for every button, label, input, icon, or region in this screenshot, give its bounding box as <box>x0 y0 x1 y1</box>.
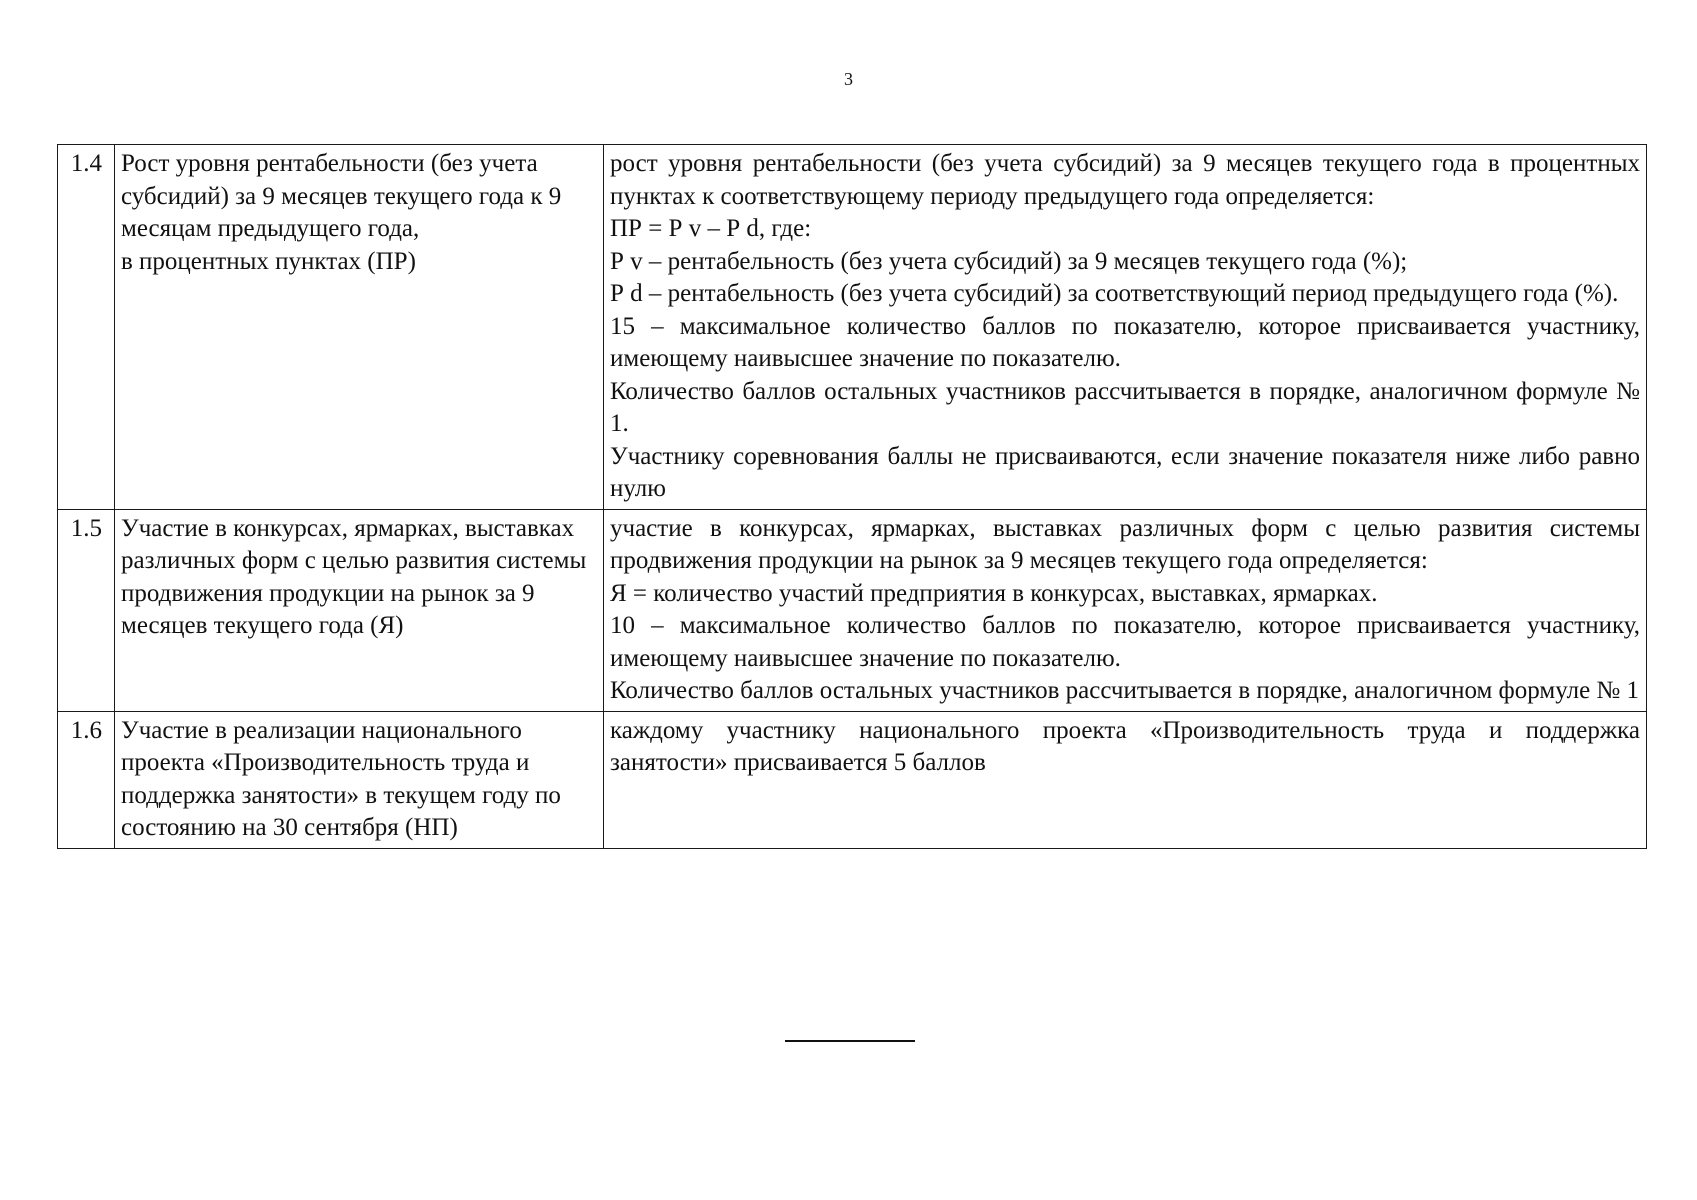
table-row <box>58 145 1647 510</box>
row-number: 1.4 <box>58 145 115 510</box>
description-paragraph: Р v – рентабельность (без учета субсидий) за 9 месяцев текущего года (%); <box>610 247 1408 275</box>
table-row <box>58 509 1647 711</box>
formula-line: ПР = Р v – Р d, где: <box>610 215 812 242</box>
indicator-name-line: Рост уровня рентабельности (без учета субсидий) за 9 месяцев текущего года к 9 месяцам предыдущего года, <box>121 150 562 242</box>
end-of-document-rule <box>785 1040 915 1042</box>
formula-line: Я = количество участий предприятия в конкурсах, выставках, ярмарках. <box>610 579 1378 607</box>
indicator-description <box>604 145 1647 510</box>
indicator-name <box>115 509 604 711</box>
indicator-name-line: Участие в конкурсах, ярмарках, выставках различных форм с целью развития системы продвижения продукции на рынок за 9 месяцев текущего года (Я) <box>121 514 587 639</box>
row-number: 1.6 <box>58 711 115 848</box>
page-number: 3 <box>844 69 853 89</box>
indicator-name-line: в процентных пунктах (ПР) <box>121 247 416 275</box>
table-row <box>58 711 1647 848</box>
description-paragraph: Количество баллов остальных участников рассчитывается в порядке, аналогичном формуле № 1. <box>610 377 1640 437</box>
row-number: 1.5 <box>58 509 115 711</box>
description-paragraph: Количество баллов остальных участников рассчитывается в порядке, аналогичном формуле № 1 <box>610 677 1640 704</box>
indicator-name <box>115 711 604 848</box>
description-paragraph: 15 – максимальное количество баллов по показателю, которое присваивается участнику, имеющему наивысшее значение по показателю. <box>610 312 1640 372</box>
indicator-description <box>604 509 1647 711</box>
criteria-table <box>57 144 1647 849</box>
indicator-name-line: Участие в реализации национального проекта «Производительность труда и поддержка занятости» в текущем году по состоянию на 30 сентября (НП) <box>121 716 561 841</box>
description-paragraph: участие в конкурсах, ярмарках, выставках различных форм с целью развития системы продвижения продукции на рынок за 9 месяцев текущего года определяется: <box>610 514 1640 574</box>
indicator-description <box>604 711 1647 848</box>
description-paragraph: Р d – рентабельность (без учета субсидий) за соответствующий период предыдущего года (%). <box>610 280 1619 307</box>
description-paragraph: каждому участнику национального проекта «Производительность труда и поддержка занятости» присваивается 5 баллов <box>610 716 1640 776</box>
description-paragraph: 10 – максимальное количество баллов по показателю, которое присваивается участнику, имеющему наивысшее значение по показателю. <box>610 612 1640 672</box>
indicator-name <box>115 145 604 510</box>
description-paragraph: рост уровня рентабельности (без учета субсидий) за 9 месяцев текущего года в процентных пунктах к соответствующему периоду предыдущего года определяется: <box>610 150 1640 210</box>
description-paragraph: Участнику соревнования баллы не присваиваются, если значение показателя ниже либо равно нулю <box>610 442 1640 502</box>
